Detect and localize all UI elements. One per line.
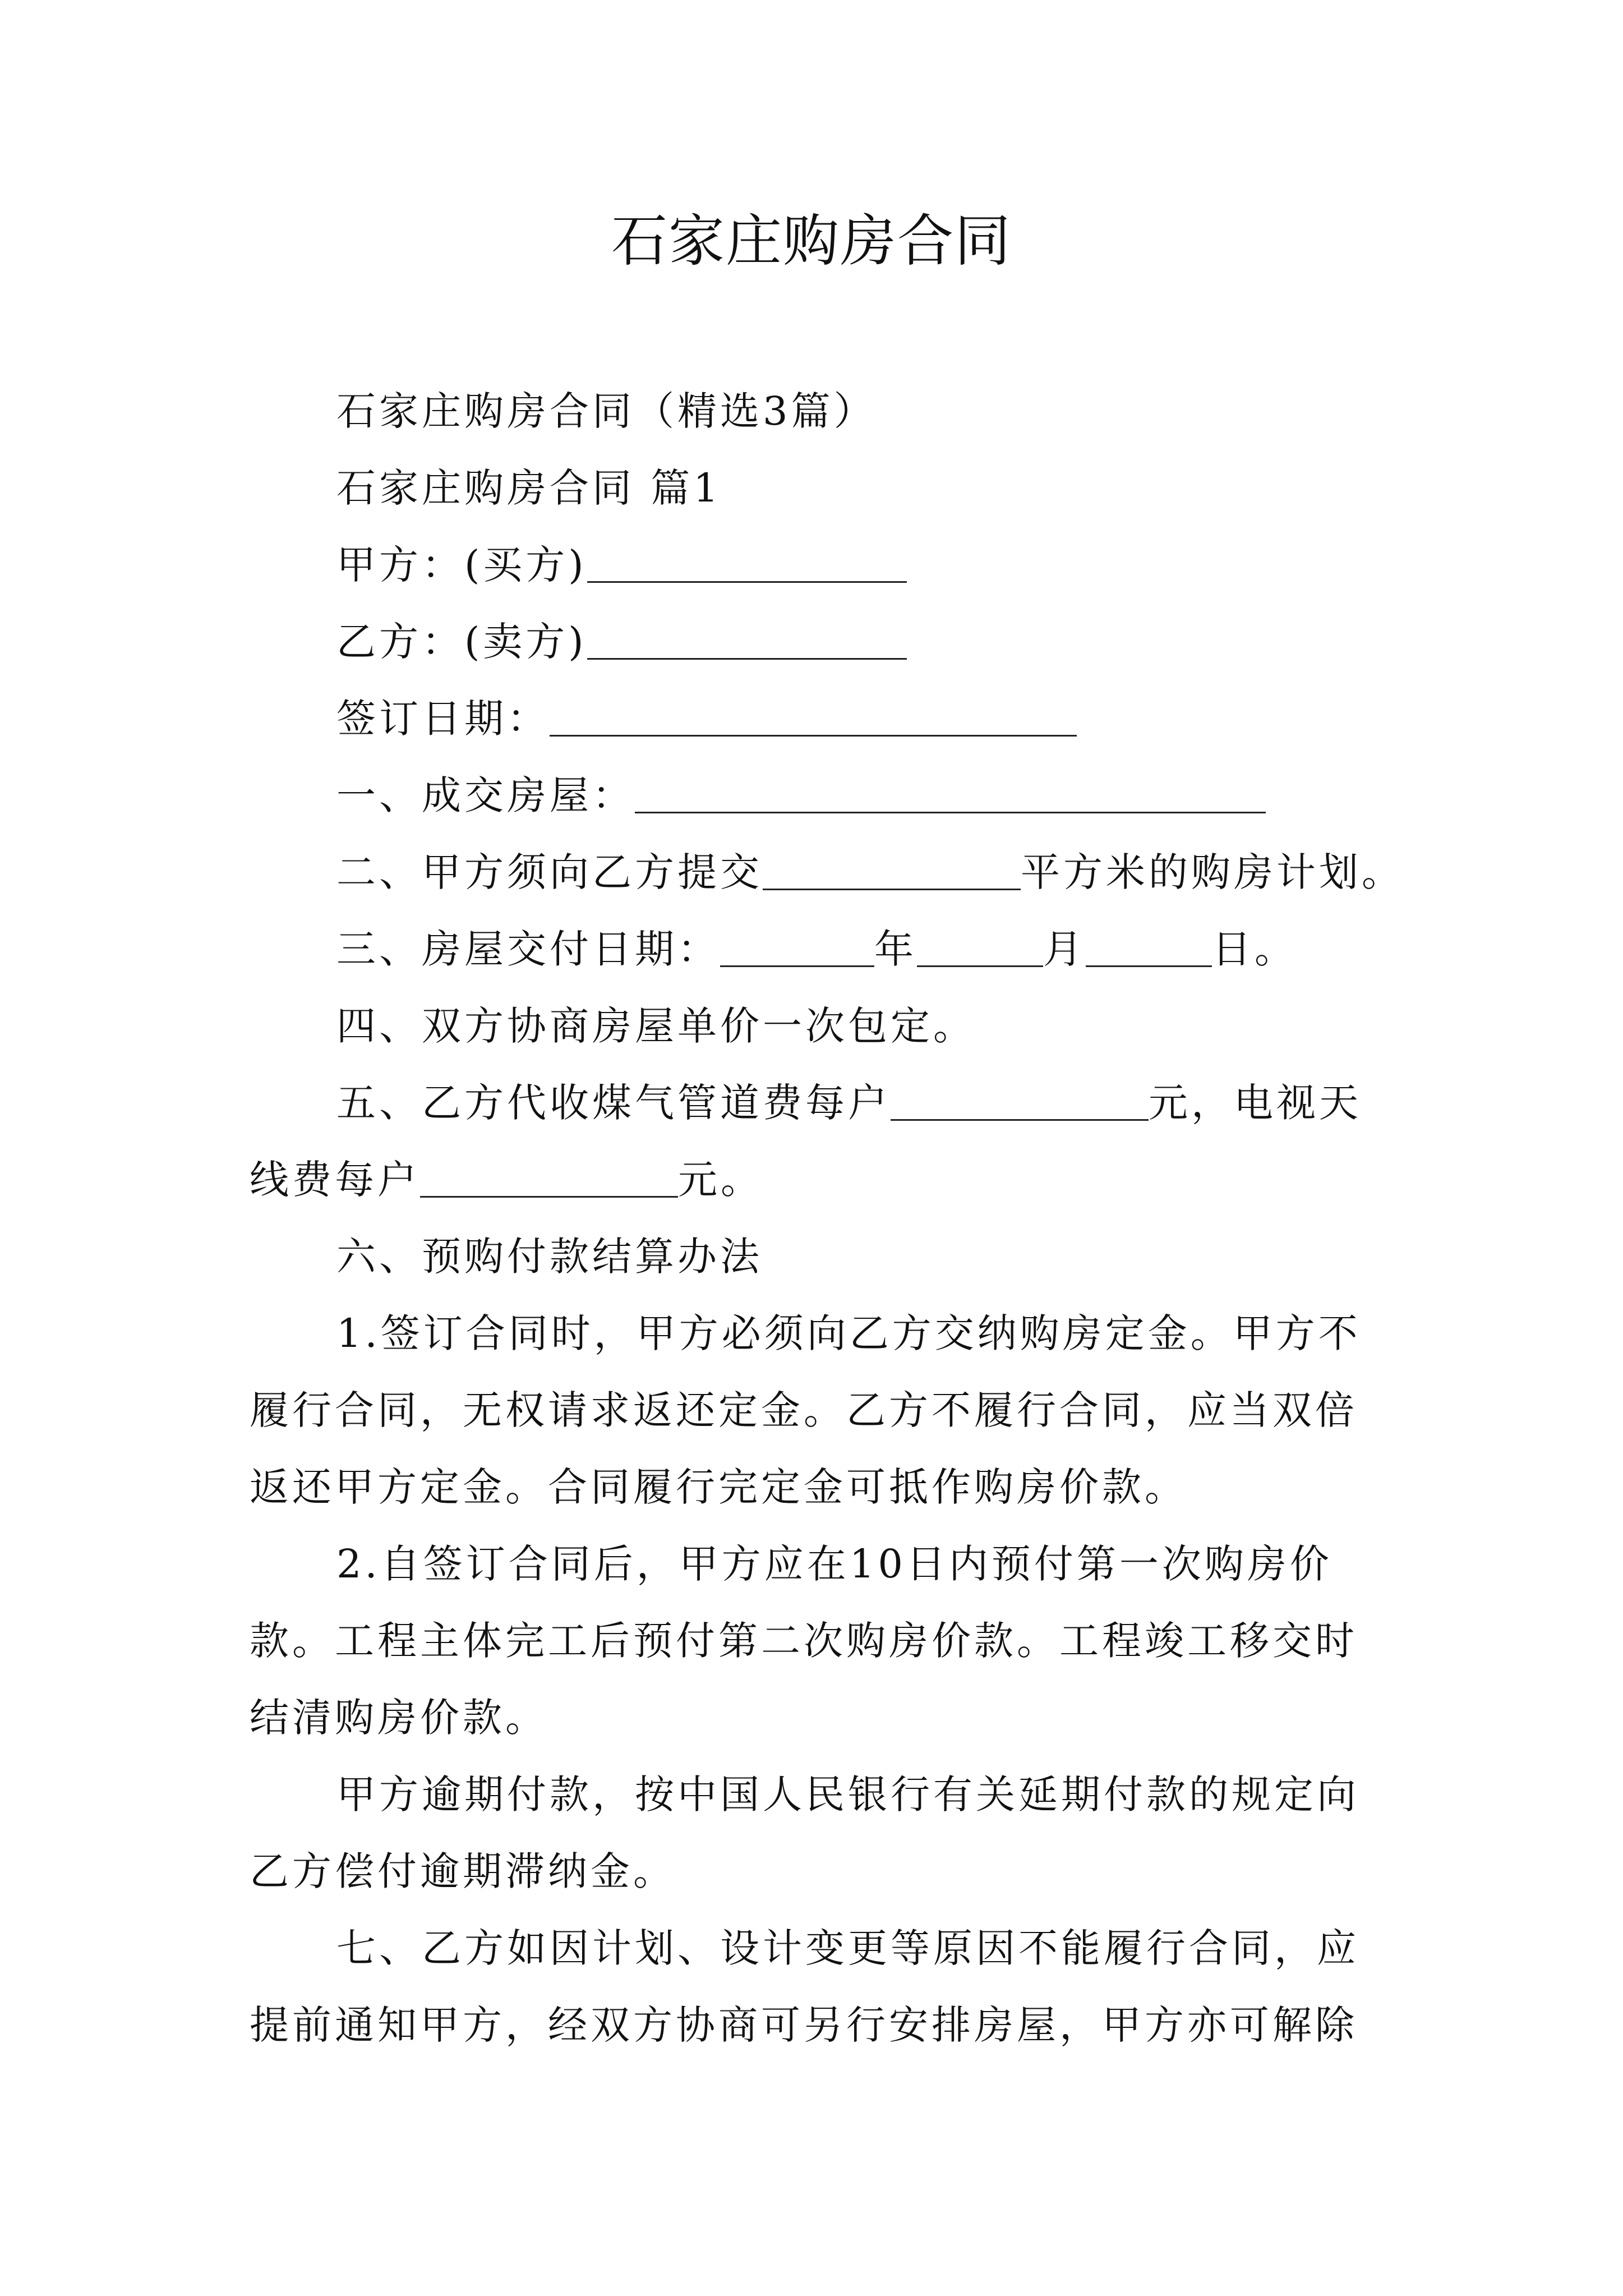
clause-1-paragraph: 1.签订合同时，甲方必须向乙方交纳购房定金。甲方不履行合同，无权请求返还定金。乙方不履行合同，应当双倍返还甲方定金。合同履行完定金可抵作购房价款。 bbox=[250, 1310, 1361, 1510]
party-a-blank bbox=[587, 546, 907, 583]
item-5-middle: 元，电视天线费每户 bbox=[250, 1080, 1362, 1203]
item-2-line bbox=[250, 834, 1404, 911]
clause-2-paragraph: 2.自签订合同后，甲方应在10日内预付第一次购房价款。工程主体完工后预付第二次购房价款。工程竣工移交时结清购房价款。 bbox=[250, 1541, 1358, 1741]
document-body bbox=[250, 373, 1404, 2064]
item-2-before: 二、甲方须向乙方提交 bbox=[336, 849, 763, 895]
party-b-blank bbox=[587, 623, 907, 660]
section-heading: 石家庄购房合同 篇1 bbox=[336, 465, 722, 511]
item-1-line bbox=[250, 757, 1382, 834]
item-1-text: 一、成交房屋： bbox=[336, 772, 635, 818]
day-blank bbox=[1086, 930, 1212, 967]
item-5-after: 元。 bbox=[678, 1157, 763, 1203]
tv-fee-blank bbox=[420, 1161, 678, 1198]
party-b-line bbox=[250, 604, 1382, 680]
item-4-line: 四、双方协商房屋单价一次包定。 bbox=[336, 1003, 976, 1049]
sign-date-label: 签订日期： bbox=[336, 696, 550, 742]
item-3-before: 三、房屋交付日期： bbox=[336, 926, 720, 972]
month-label: 月 bbox=[1043, 926, 1086, 972]
clause-3-paragraph: 甲方逾期付款，按中国人民银行有关延期付款的规定向乙方偿付逾期滞纳金。 bbox=[250, 1772, 1359, 1894]
gas-fee-blank bbox=[891, 1084, 1149, 1121]
item-5-before: 五、乙方代收煤气管道费每户 bbox=[336, 1080, 891, 1126]
item-5-paragraph bbox=[250, 1065, 1382, 1218]
sign-date-blank bbox=[550, 700, 1077, 737]
year-label: 年 bbox=[874, 926, 917, 972]
sign-date-line bbox=[250, 680, 1382, 757]
party-a-label: 甲方：(买方) bbox=[336, 542, 587, 588]
document-title: 石家庄购房合同 bbox=[611, 208, 1012, 274]
party-b-label: 乙方：(卖方) bbox=[336, 619, 587, 665]
item-7-paragraph: 七、乙方如因计划、设计变更等原因不能履行合同，应提前通知甲方，经双方协商可另行安排房屋，甲方亦可解除 bbox=[250, 1925, 1359, 2048]
day-label: 日。 bbox=[1212, 926, 1297, 972]
item-2-after: 平方米的购房计划。 bbox=[1021, 849, 1404, 895]
house-blank bbox=[635, 776, 1266, 813]
item-3-line bbox=[250, 911, 1382, 988]
year-blank bbox=[720, 930, 874, 967]
month-blank bbox=[917, 930, 1043, 967]
item-6-line: 六、预购付款结算办法 bbox=[336, 1234, 763, 1280]
document-subtitle: 石家庄购房合同（精选3篇） bbox=[336, 388, 877, 434]
area-blank bbox=[763, 853, 1021, 890]
party-a-line bbox=[250, 527, 1382, 604]
